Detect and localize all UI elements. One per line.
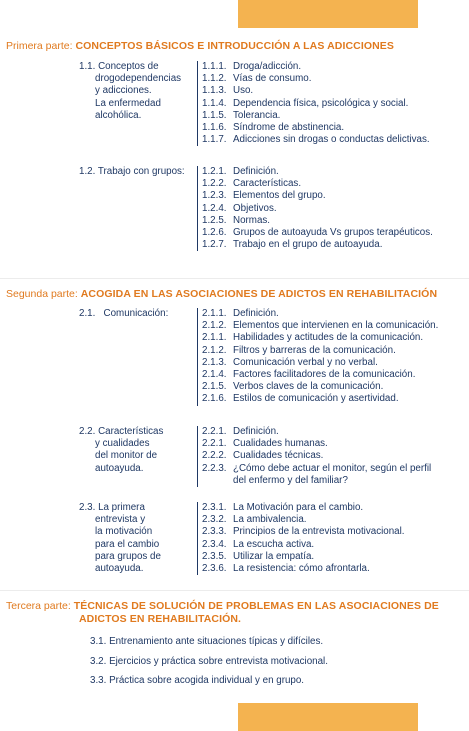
item-number: 2.1.6. — [202, 393, 227, 405]
item-number: 1.1.1. — [202, 61, 227, 72]
list-item — [202, 393, 438, 405]
item-text: Principios de la entrevista motivacional. — [233, 526, 405, 538]
list-item — [202, 85, 430, 97]
topic-line: autoayuda. — [95, 462, 144, 474]
item-text: Dependencia física, psicológica y social. — [233, 97, 409, 109]
list-item — [202, 357, 438, 369]
item-text: Elementos del grupo. — [233, 190, 326, 202]
item-number: 1.2.7. — [202, 239, 227, 251]
item-number: 2.3.5. — [202, 550, 227, 562]
item-text — [233, 463, 431, 487]
part-heading — [6, 288, 437, 301]
topic-line: 1.1. Conceptos de — [79, 61, 159, 72]
item-number: 1.2.1. — [202, 166, 227, 177]
list-item — [202, 203, 433, 215]
list-item — [202, 438, 431, 450]
item-text: Grupos de autoayuda Vs grupos terapéuticos. — [233, 227, 433, 239]
item-number: 2.2.1. — [202, 438, 227, 450]
topic-block — [79, 426, 163, 475]
bottom-accent-bar — [238, 703, 418, 731]
item-number: 2.3.4. — [202, 538, 227, 550]
item-text: Factores facilitadores de la comunicación. — [233, 369, 416, 381]
item-number: 1.2.5. — [202, 214, 227, 226]
item-text: Cualidades humanas. — [233, 438, 328, 450]
part-label: Tercera parte: — [6, 600, 71, 612]
part-label: Primera parte: — [6, 40, 73, 52]
topic-line: La enfermedad — [95, 97, 161, 109]
topic-line: 2.2. Características — [79, 426, 164, 437]
part-title-line2: ADICTOS EN REHABILITACIÓN. — [79, 613, 242, 625]
item-number: 2.3.6. — [202, 563, 227, 575]
item-number: 2.3.3. — [202, 526, 227, 538]
part-label: Segunda parte: — [6, 288, 78, 300]
item-list — [197, 308, 438, 406]
list-item — [202, 178, 433, 190]
list-item — [202, 426, 431, 438]
item-list — [197, 166, 433, 251]
topic-line: del monitor de — [95, 450, 158, 462]
item-number: 1.1.3. — [202, 85, 227, 97]
item-text: Trabajo en el grupo de autoayuda. — [233, 239, 383, 251]
list-item — [202, 61, 430, 73]
item-text: Vías de consumo. — [233, 73, 312, 85]
part-heading — [6, 40, 394, 53]
item-text-line: del enfermo y del familiar? — [233, 474, 348, 486]
item-text: Tolerancia. — [233, 109, 281, 121]
item-text: Elementos que intervienen en la comunicación. — [233, 320, 439, 332]
topic-line: y adicciones. — [95, 85, 152, 97]
item-text: Filtros y barreras de la comunicación. — [233, 344, 396, 356]
item-number: 2.1.4. — [202, 369, 227, 381]
item-number: 1.1.4. — [202, 97, 227, 109]
item-list — [197, 502, 405, 575]
item-text: Definición. — [233, 308, 279, 319]
topic-line: 1.2. Trabajo con grupos: — [79, 166, 185, 177]
topic-line: autoayuda. — [95, 563, 144, 575]
list-item — [202, 308, 438, 320]
topic-line: la motivación — [95, 526, 153, 538]
item-text: Comunicación verbal y no verbal. — [233, 356, 378, 368]
item-text: Normas. — [233, 214, 271, 226]
item-text: Cualidades técnicas. — [233, 450, 324, 462]
item-number: 2.3.2. — [202, 514, 227, 526]
part-heading — [6, 600, 439, 613]
item-number: 2.3.1. — [202, 502, 227, 513]
list-item — [202, 563, 405, 575]
item-text: La escucha activa. — [233, 538, 315, 550]
part-title: ACOGIDA EN LAS ASOCIACIONES DE ADICTOS EN REHABILITACIÓN — [80, 288, 438, 300]
item-number: 2.2.3. — [202, 462, 227, 474]
list-item — [202, 190, 433, 202]
topic-block — [79, 308, 168, 320]
section-divider — [0, 590, 469, 591]
list-item — [202, 332, 438, 344]
list-item — [202, 73, 430, 85]
item-number: 2.1.1. — [202, 308, 227, 319]
list-item — [202, 134, 430, 146]
part-heading-continued — [79, 613, 241, 626]
item-list — [197, 426, 431, 487]
item-text: Habilidades y actitudes de la comunicación. — [233, 332, 424, 344]
item-number: 1.2.2. — [202, 178, 227, 190]
item-text: Estilos de comunicación y asertividad. — [233, 393, 399, 405]
list-item: 3.2. Ejercicios y práctica sobre entrevista motivacional. — [90, 655, 328, 667]
topic-block — [79, 166, 185, 178]
item-text: Definición. — [233, 426, 279, 437]
item-text: Características. — [233, 178, 302, 190]
topic-block — [79, 502, 161, 575]
item-number: 1.2.3. — [202, 190, 227, 202]
item-list — [197, 61, 430, 146]
item-text: La ambivalencia. — [233, 514, 307, 526]
topic-line: entrevista y — [95, 514, 146, 526]
item-number: 2.1.1. — [202, 332, 227, 344]
topic-line: drogodependencias — [95, 73, 182, 85]
item-text: La Motivación para el cambio. — [233, 502, 364, 513]
list-item — [202, 227, 433, 239]
item-number: 2.1.2. — [202, 344, 227, 356]
list-item — [202, 502, 405, 514]
list-item — [202, 122, 430, 134]
item-number: 2.2.1. — [202, 426, 227, 437]
list-item — [202, 450, 431, 462]
topic-block — [79, 61, 181, 122]
item-number: 1.1.6. — [202, 122, 227, 134]
item-number: 1.2.6. — [202, 227, 227, 239]
list-item: 3.1. Entrenamiento ante situaciones típicas y difíciles. — [90, 636, 324, 647]
list-item: 3.3. Práctica sobre acogida individual y en grupo. — [90, 675, 305, 686]
topic-line: 2.3. La primera — [79, 502, 145, 513]
topic-line: 2.1. Comunicación: — [79, 308, 169, 319]
part-rows — [90, 632, 328, 691]
item-text: Verbos claves de la comunicación. — [233, 381, 384, 393]
item-number: 1.1.7. — [202, 134, 227, 146]
item-text: Droga/adicción. — [233, 61, 302, 72]
item-text: Adicciones sin drogas o conductas delictivas. — [233, 134, 430, 146]
item-number: 1.1.2. — [202, 73, 227, 85]
section-divider — [0, 278, 469, 279]
item-number: 2.1.3. — [202, 356, 227, 368]
item-text: Objetivos. — [233, 202, 277, 214]
item-text: Utilizar la empatía. — [233, 550, 315, 562]
topic-line: y cualidades — [95, 438, 150, 450]
list-item — [202, 345, 438, 357]
item-number: 2.2.2. — [202, 450, 227, 462]
item-number: 1.2.4. — [202, 202, 227, 214]
topic-line: para grupos de — [95, 550, 161, 562]
item-text-line: ¿Cómo debe actuar el monitor, según el perfil — [233, 462, 432, 474]
item-text: Síndrome de abstinencia. — [233, 122, 345, 134]
top-accent-bar — [238, 0, 418, 28]
item-number: 2.1.5. — [202, 381, 227, 393]
list-item — [202, 98, 430, 110]
item-text: Uso. — [233, 85, 254, 97]
topic-line: para el cambio — [95, 538, 160, 550]
item-number: 1.1.5. — [202, 109, 227, 121]
list-item — [202, 110, 430, 122]
list-item — [202, 539, 405, 551]
item-number: 2.1.2. — [202, 320, 227, 332]
part-title: CONCEPTOS BÁSICOS E INTRODUCCIÓN A LAS ADICCIONES — [75, 40, 395, 52]
list-item — [202, 551, 405, 563]
list-item — [202, 239, 433, 251]
list-item — [202, 463, 431, 487]
list-item — [202, 381, 438, 393]
list-item — [202, 215, 433, 227]
item-text: Definición. — [233, 166, 279, 177]
topic-line: alcohólica. — [95, 109, 142, 121]
part-title: TÉCNICAS DE SOLUCIÓN DE PROBLEMAS EN LAS ASOCIACIONES DE — [73, 600, 439, 612]
list-item — [202, 369, 438, 381]
list-item — [202, 320, 438, 332]
item-text: La resistencia: cómo afrontarla. — [233, 563, 370, 575]
list-item — [202, 514, 405, 526]
list-item — [202, 526, 405, 538]
list-item — [202, 166, 433, 178]
